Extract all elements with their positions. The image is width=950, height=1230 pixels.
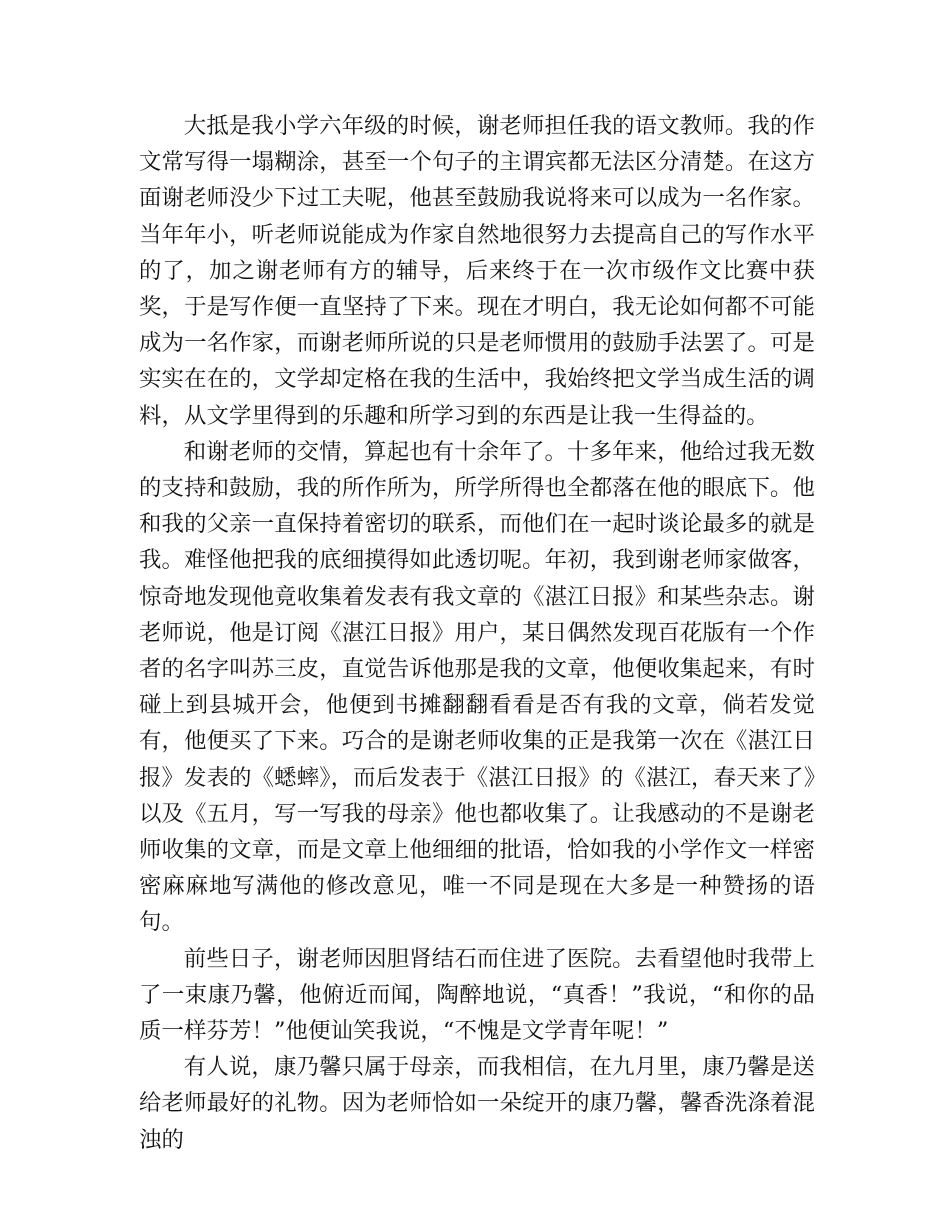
paragraph-2: 和谢老师的交情，算起也有十余年了。十多年来，他给过我无数的支持和鼓励，我的所作所为，所学所得也全都落在他的眼底下。他和我的父亲一直保持着密切的联系，而他们在一起时谈论最多的就是我。难怪他把我的底细摸得如此透切呢。年初，我到谢老师家做客，惊奇地发现他竟收集着发表有我文章的《湛江日报》和某些杂志。谢老师说，他是订阅《湛江日报》用户，某日偶然发现百花版有一个作者的名字叫苏三皮，直觉告诉他那是我的文章，他便收集起来，有时碰上到县城开会，他便到书摊翻翻看看是否有我的文章，倘若发觉有，他便买了下来。巧合的是谢老师收集的正是我第一次在《湛江日报》发表的《蟋蟀》，而后发表于《湛江日报》的《湛江，春天来了》以及《五月，写一写我的母亲》他也都收集了。让我感动的不是谢老师收集的文章，而是文章上他细细的批语，恰如我的小学作文一样密密麻麻地写满他的修改意见，唯一不同是现在大多是一种赞扬的语句。 <box>139 438 815 936</box>
paragraph-3: 前些日子，谢老师因胆肾结石而住进了医院。去看望他时我带上了一束康乃馨，他俯近而闻，陶醉地说，“真香！”我说，“和你的品质一样芬芳！”他便讪笑我说，“不愧是文学青年呢！” <box>139 945 815 1045</box>
paragraph-4: 有人说，康乃馨只属于母亲，而我相信，在九月里，康乃馨是送给老师最好的礼物。因为老师恰如一朵绽开的康乃馨，馨香洗涤着混浊的 <box>139 1054 815 1153</box>
document-body <box>139 108 815 1158</box>
paragraph-1: 大抵是我小学六年级的时候，谢老师担任我的语文教师。我的作文常写得一塌糊涂，甚至一个句子的主谓宾都无法区分清楚。在这方面谢老师没少下过工夫呢，他甚至鼓励我说将来可以成为一名作家。当年年小，听老师说能成为作家自然地很努力去提高自己的写作水平的了，加之谢老师有方的辅导，后来终于在一次市级作文比赛中获奖，于是写作便一直坚持了下来。现在才明白，我无论如何都不可能成为一名作家，而谢老师所说的只是老师惯用的鼓励手法罢了。可是实实在在的，文学却定格在我的生活中，我始终把文学当成生活的调料，从文学里得到的乐趣和所学习到的东西是让我一生得益的。 <box>139 113 815 429</box>
